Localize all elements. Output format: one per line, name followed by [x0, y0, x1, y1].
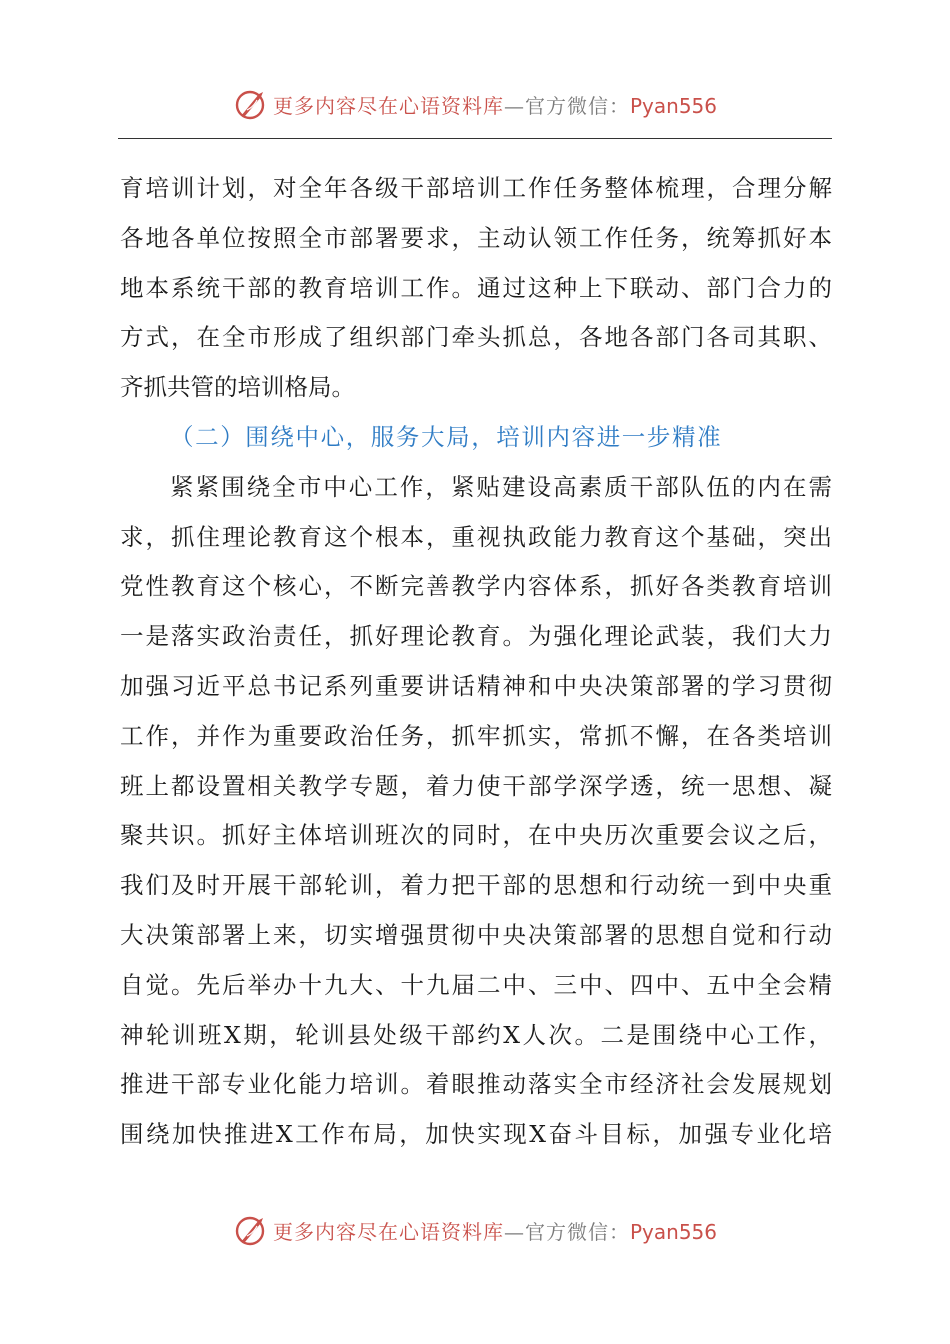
banner-separator: —	[503, 93, 525, 118]
text-line: 求，抓住理论教育这个根本，重视执政能力教育这个基础，突出	[120, 522, 832, 551]
text-line: 自觉。先后举办十九大、十九届二中、三中、四中、五中全会精	[120, 970, 832, 999]
paragraph-2	[120, 463, 832, 1160]
text-line: 我们及时开展干部轮训，着力把干部的思想和行动统一到中央重	[120, 871, 832, 900]
banner-prefix: 更多内容尽在心语资料库	[272, 93, 504, 118]
text-line: 班上都设置相关教学专题，着力使干部学深学透，统一思想、凝	[120, 771, 832, 800]
text-line: 齐抓共管的培训格局。	[120, 373, 355, 402]
footer-banner	[0, 1210, 950, 1250]
banner-prefix: 更多内容尽在心语资料库	[272, 1219, 504, 1244]
text-line: 神轮训班X期，轮训县处级干部约X人次。二是围绕中心工作，	[120, 1020, 832, 1049]
quill-logo-icon	[233, 86, 269, 122]
text-line: 方式，在全市形成了组织部门牵头抓总，各地各部门各司其职、	[120, 323, 832, 352]
text-line: 围绕加快推进X工作布局，加快实现X奋斗目标，加强专业化培	[120, 1120, 832, 1149]
header-banner	[0, 84, 950, 124]
text-line: 加强习近平总书记系列重要讲话精神和中央决策部署的学习贯彻	[120, 671, 832, 700]
document-body	[120, 164, 832, 1160]
text-line: 一是落实政治责任，抓好理论教育。为强化理论武装，我们大力	[120, 622, 832, 651]
banner-account: Pyan556	[629, 1219, 717, 1244]
banner-suffix: 官方微信：	[524, 93, 630, 118]
banner-suffix: 官方微信：	[524, 1219, 630, 1244]
text-line: 紧紧围绕全市中心工作，紧贴建设高素质干部队伍的内在需	[170, 472, 832, 501]
header-divider	[118, 138, 832, 139]
text-line: 各地各单位按照全市部署要求，主动认领工作任务，统筹抓好本	[120, 223, 832, 252]
text-line: 大决策部署上来，切实增强贯彻中央决策部署的思想自觉和行动	[120, 920, 832, 949]
text-line: 工作，并作为重要政治任务，抓牢抓实，常抓不懈，在各类培训	[120, 721, 832, 750]
text-line: 地本系统干部的教育培训工作。通过这种上下联动、部门合力的	[120, 273, 832, 302]
quill-logo-icon	[233, 1212, 269, 1248]
text-line: 育培训计划，对全年各级干部培训工作任务整体梳理，合理分解	[120, 174, 832, 202]
section-heading: （二）围绕中心，服务大局，培训内容进一步精准	[170, 422, 723, 451]
text-line: 党性教育这个核心，不断完善教学内容体系，抓好各类教育培训	[120, 572, 832, 601]
banner-separator: —	[503, 1219, 525, 1244]
banner-account: Pyan556	[629, 93, 717, 118]
paragraph-1	[120, 164, 832, 413]
text-line: 聚共识。抓好主体培训班次的同时，在中央历次重要会议之后，	[120, 821, 832, 850]
text-line: 推进干部专业化能力培训。着眼推动落实全市经济社会发展规划	[120, 1070, 832, 1099]
